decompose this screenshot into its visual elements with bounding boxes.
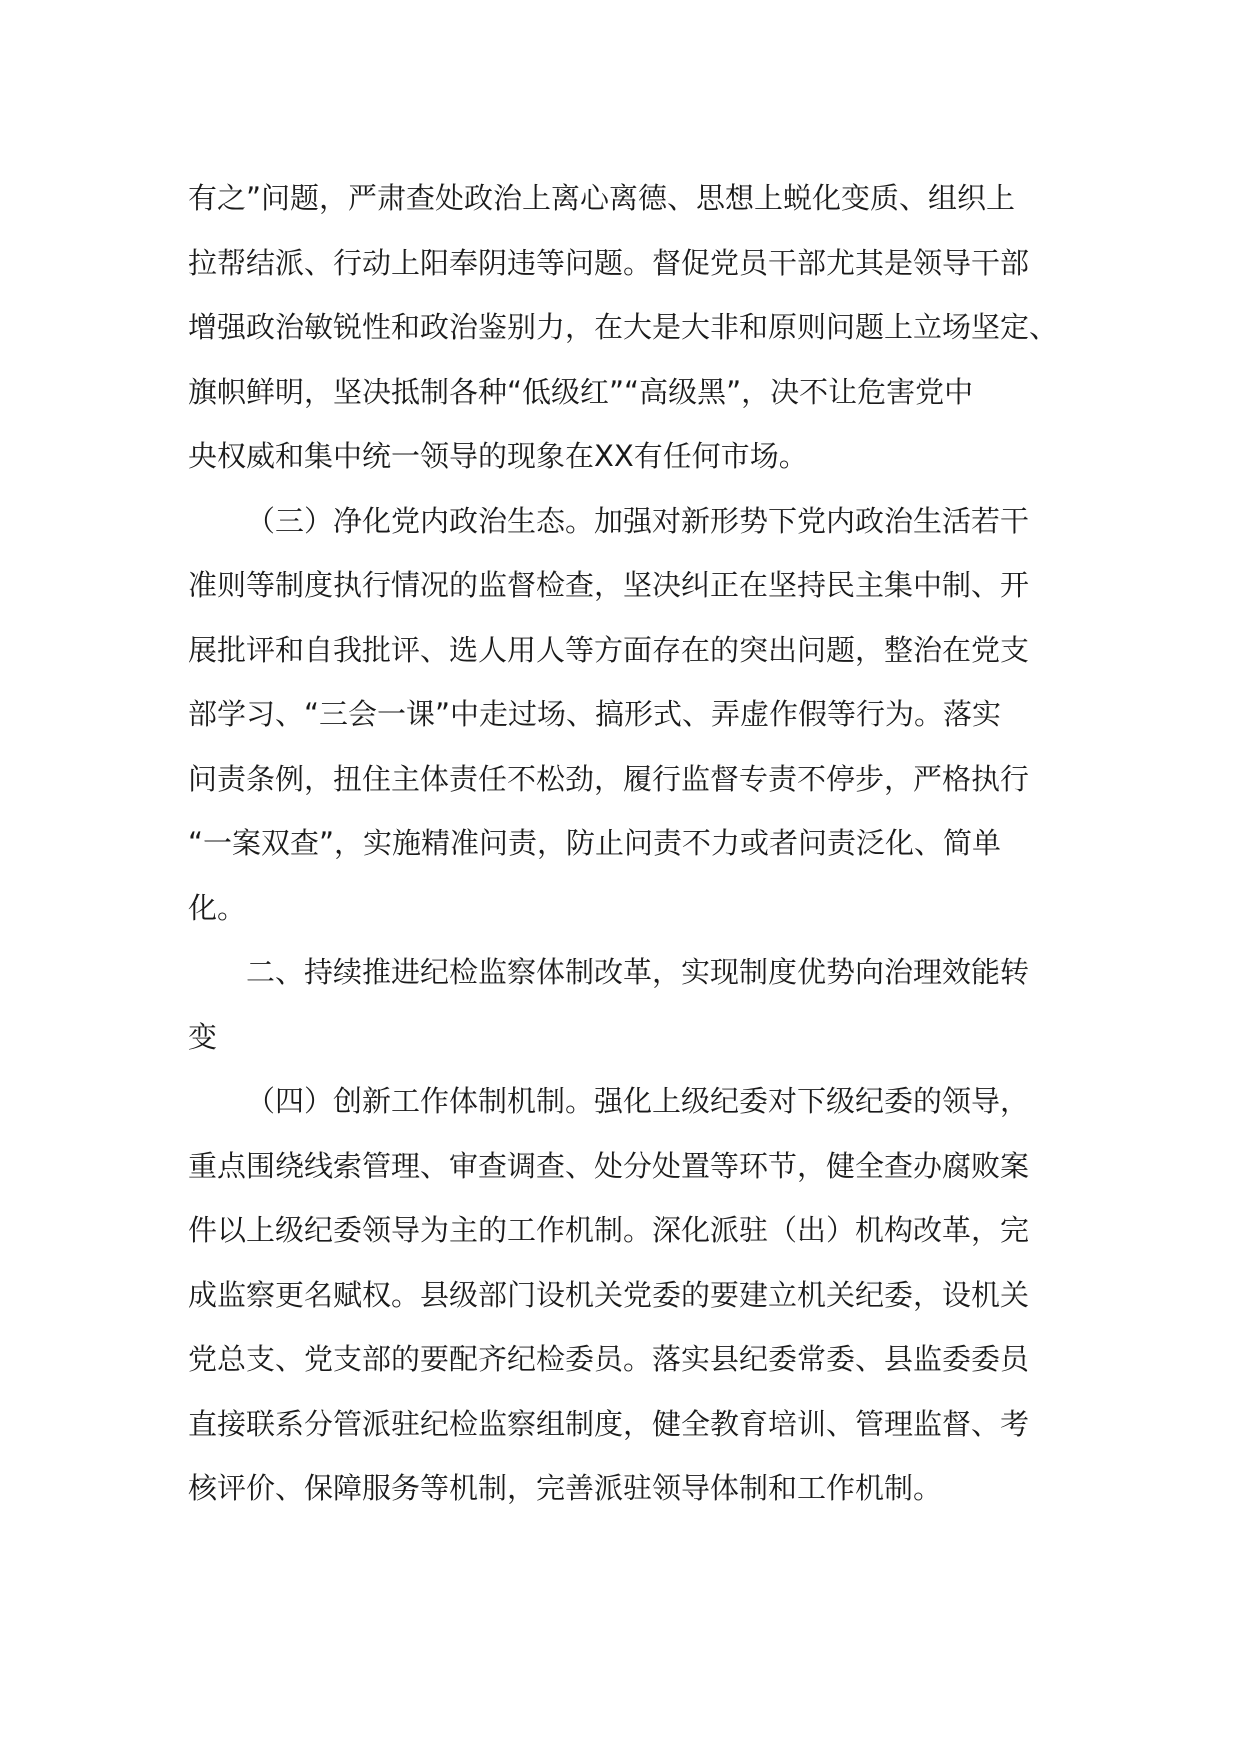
text-line: 准则等制度执行情况的监督检查，坚决纠正在坚持民主集中制、开	[188, 568, 1030, 602]
text-line: 拉帮结派、行动上阳奉阴违等问题。督促党员干部尤其是领导干部	[188, 245, 1030, 280]
text-line: 变	[188, 1019, 218, 1054]
text-line: （四）创新工作体制机制。强化上级纪委对下级纪委的领导，	[246, 1084, 1030, 1118]
text-line: 成监察更名赋权。县级部门设机关党委的要建立机关纪委，设机关	[188, 1277, 1030, 1312]
text-line: 央权威和集中统一领导的现象在XX有任何市场。	[188, 439, 808, 473]
text-line: 重点围绕线索管理、审查调查、处分处置等环节，健全查办腐败案	[188, 1148, 1030, 1183]
text-line: 增强政治敏锐性和政治鉴别力，在大是大非和原则问题上立场坚定、	[188, 310, 1059, 344]
text-line: 直接联系分管派驻纪检监察组制度，健全教育培训、管理监督、考	[188, 1406, 1030, 1441]
text-line: 有之”问题，严肃查处政治上离心离德、思想上蜕化变质、组织上	[188, 181, 1016, 215]
text-line: （三）净化党内政治生态。加强对新形势下党内政治生活若干	[246, 503, 1030, 538]
text-line: 化。	[188, 890, 247, 925]
text-line: 旗帜鲜明，坚决抵制各种“低级红”“高级黑”，决不让危害党中	[188, 374, 974, 409]
text-line: 二、持续推进纪检监察体制改革，实现制度优势向治理效能转	[246, 955, 1030, 989]
text-line: 核评价、保障服务等机制，完善派驻领导体制和工作机制。	[188, 1471, 943, 1505]
text-line: “一案双查”，实施精准问责，防止问责不力或者问责泛化、简单	[188, 826, 1002, 860]
text-line: 件以上级纪委领导为主的工作机制。深化派驻（出）机构改革，完	[188, 1213, 1030, 1247]
text-line: 党总支、党支部的要配齐纪检委员。落实县纪委常委、县监委委员	[188, 1342, 1030, 1376]
text-line: 问责条例，扭住主体责任不松劲，履行监督专责不停步，严格执行	[188, 761, 1030, 796]
document-body	[188, 166, 1068, 1521]
text-line: 部学习、“三会一课”中走过场、搞形式、弄虚作假等行为。落实	[188, 697, 1002, 731]
text-line: 展批评和自我批评、选人用人等方面存在的突出问题，整治在党支	[188, 632, 1030, 667]
